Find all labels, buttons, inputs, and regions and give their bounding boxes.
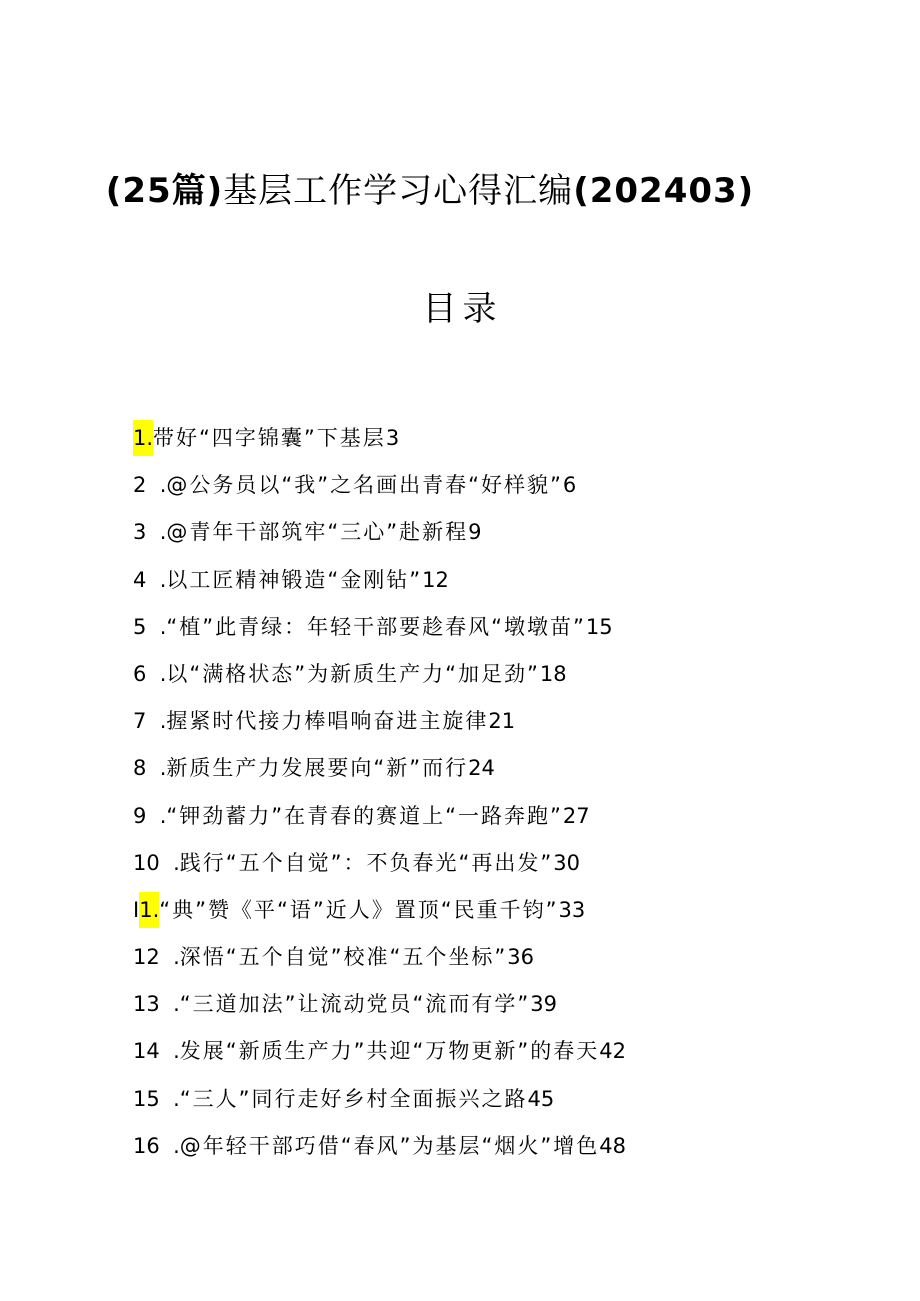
toc-entry[interactable] (133, 798, 626, 845)
toc-entry-number: 8 . (133, 756, 167, 781)
toc-entry[interactable] (133, 845, 626, 892)
toc-entry-number: 14 . (133, 1039, 180, 1064)
toc-entry-page-number: 39 (530, 992, 558, 1017)
toc-entry-number: 7 . (133, 709, 167, 734)
toc-entry[interactable] (133, 467, 626, 514)
toc-entry-title: @公务员以“我”之名画出青春“好样貌” (166, 473, 563, 498)
toc-entry[interactable] (133, 420, 626, 467)
toc-entry-number: 1. (133, 420, 153, 456)
toc-entry-page-number: 9 (468, 520, 482, 545)
toc-entry-title: “典”赞《平“语”近人》置顶“民重千钧” (159, 897, 559, 922)
toc-entry-number: 10 . (133, 850, 180, 875)
toc-entry-title: 以工匠精神锻造“金刚钻” (166, 567, 423, 592)
toc-entry-page-number: 36 (507, 945, 535, 970)
toc-entry-title: @年轻干部巧借“春风”为基层“烟火”增色 (179, 1133, 600, 1158)
toc-entry-number: 4 . (133, 567, 167, 592)
toc-entry[interactable] (133, 939, 626, 986)
toc-entry[interactable] (133, 750, 626, 797)
toc-entry-title: “钾劲蓄力”在青春的赛道上“一路奔跑” (166, 803, 563, 828)
toc-entry-title: 践行“五个自觉”：不负春光“再出发” (179, 850, 554, 875)
toc-entry-number: 5 . (133, 614, 167, 639)
toc-entry-number: 1. (139, 892, 159, 928)
toc-entry-page-number: 3 (385, 426, 400, 450)
toc-entry-page-number: 18 (539, 661, 567, 686)
toc-entry[interactable] (133, 1081, 626, 1128)
toc-entry-page-number: 21 (488, 709, 516, 734)
toc-entry-page-number: 30 (553, 850, 581, 875)
toc-entry[interactable] (133, 986, 626, 1033)
toc-entry-page-number: 27 (562, 803, 590, 828)
toc-entry[interactable] (133, 562, 626, 609)
toc-entry[interactable] (133, 1033, 626, 1080)
toc-entry[interactable] (133, 609, 626, 656)
toc-entry-page-number: 24 (468, 756, 495, 781)
toc-entry-page-number: 33 (558, 897, 586, 922)
toc-entry-title: @青年干部筑牢“三心”赴新程 (166, 520, 469, 545)
toc-entry-title: 发展“新质生产力”共迎“万物更新”的春天 (179, 1039, 600, 1064)
toc-entry-title: 握紧时代接力棒唱响奋进主旋律 (166, 709, 489, 734)
toc-entry-number-prefix: I (133, 897, 140, 922)
toc-entry-number: 9 . (133, 803, 167, 828)
toc-entry[interactable] (133, 514, 626, 561)
toc-entry-page-number: 6 (562, 473, 577, 498)
toc-entry-title: 带好“四字锦囊”下基层 (153, 426, 386, 450)
toc-entry-number: 3 . (133, 520, 167, 545)
toc-entry[interactable] (133, 656, 626, 703)
toc-entry-title: 新质生产力发展要向“新”而行 (166, 756, 469, 781)
toc-entry-page-number: 45 (527, 1086, 555, 1111)
toc-entry-title: “植”此青绿：年轻干部要趁春风“墩墩苗” (166, 614, 586, 639)
toc-entry[interactable] (133, 1128, 626, 1175)
toc-entry[interactable] (133, 892, 626, 939)
toc-entry-title: “三人”同行走好乡村全面振兴之路 (179, 1086, 528, 1111)
title-prefix: (25篇) (105, 171, 224, 211)
toc-entry-number: 16 . (133, 1133, 180, 1158)
toc-entry-title: 以“满格状态”为新质生产力“加足劲” (166, 661, 540, 686)
toc-entry[interactable] (133, 703, 626, 750)
toc-entry-number: 6 . (133, 661, 167, 686)
toc-entry-title: 深悟“五个自觉”校准“五个坐标” (179, 945, 508, 970)
toc-entry-page-number: 12 (422, 567, 449, 592)
toc-entry-number: 2 . (133, 473, 167, 498)
toc-entry-page-number: 15 (585, 614, 613, 639)
toc-entry-page-number: 42 (599, 1039, 627, 1064)
title-main: 基层工作学习心得汇编 (223, 171, 574, 211)
toc-entry-number: 15 . (133, 1086, 180, 1111)
toc-entry-page-number: 48 (599, 1133, 627, 1158)
toc-entry-title: “三道加法”让流动党员“流而有学” (179, 992, 531, 1017)
table-of-contents (133, 420, 626, 1175)
title-suffix: (202403) (573, 171, 755, 211)
toc-heading: 目录 (422, 289, 503, 329)
toc-entry-number: 12 . (133, 945, 180, 970)
toc-entry-number: 13 . (133, 992, 180, 1017)
document-title (0, 168, 860, 214)
